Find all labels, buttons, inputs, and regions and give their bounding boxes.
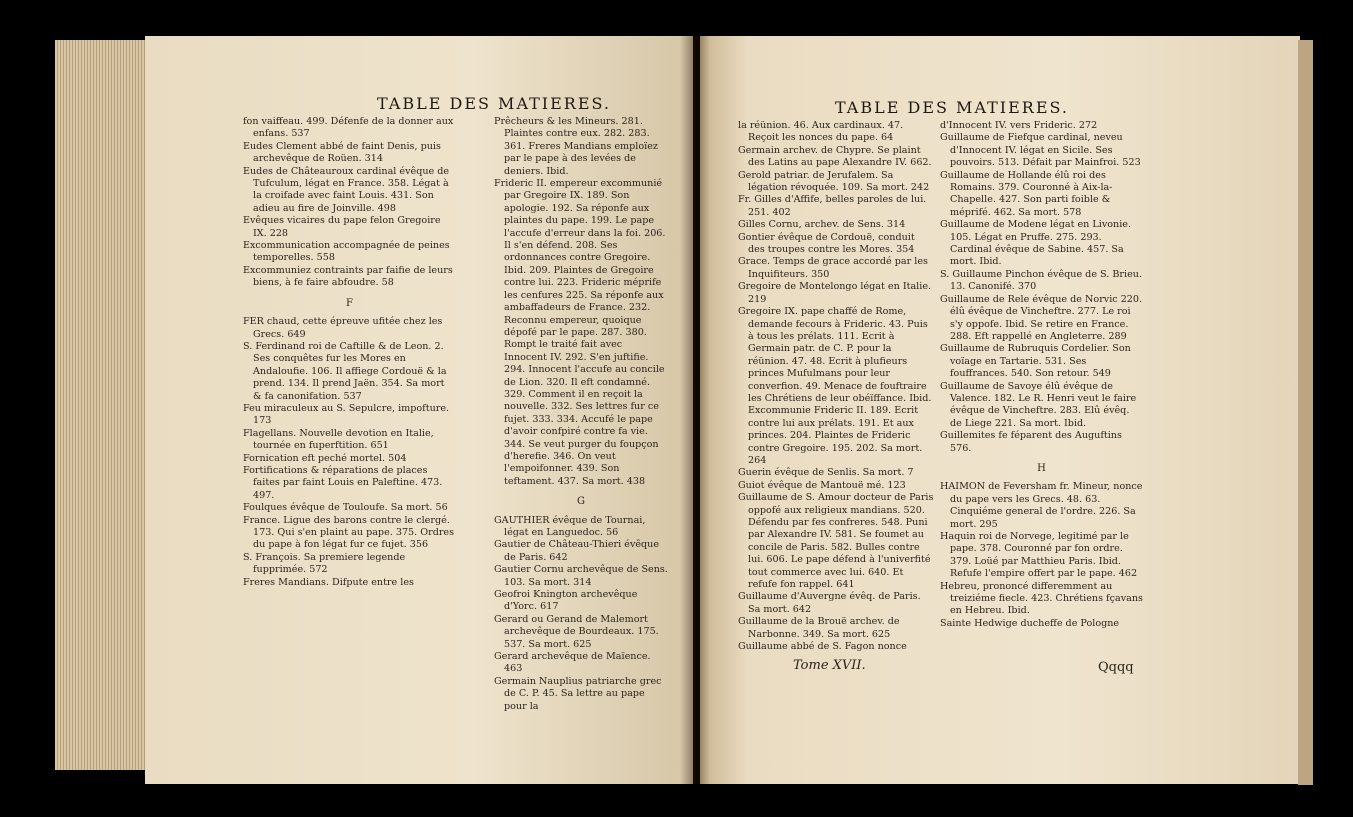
index-entry: Sainte Hedwige ducheffe de Pologne — [940, 617, 1120, 629]
index-entry: Fortifications & réparations de places faites par faint Louis en Paleftine. 473. 497. — [243, 464, 443, 501]
index-entry: Guillaume de Rele évêque de Norvic 220. élû évêque de Vincheftre. 277. Le roi s'y oppofe. Ibid. Se retire en France. 288. Eft rappellé en Angleterre. 289 — [940, 293, 1143, 342]
index-entry: Freres Mandians. Difpute entre les — [243, 576, 414, 588]
index-entry: Germain archev. de Chypre. Se plaint des Latins au pape Alexandre IV. 662. — [738, 144, 932, 169]
index-entry: Flagellans. Nouvelle devotion en Italie, tournée en fuperftition. 651 — [243, 427, 434, 452]
index-entry: Fr. Gilles d'Affife, belles paroles de lui. 251. 402 — [738, 194, 927, 218]
index-entry: Guillaume de Hollande élû roi des Romains. 379. Couronné à Aix-la-Chapelle. 427. Son parti foible & méprifé. 462. Sa mort. 578 — [940, 169, 1113, 218]
index-entry: Grace. Temps de grace accordé par les Inquifiteurs. 350 — [738, 256, 928, 280]
left-running-head: TABLE DES MATIERES. — [377, 94, 611, 113]
left-column-2 — [494, 116, 668, 713]
section-letter: H — [1037, 462, 1046, 474]
index-entry: Germain Nauplius patriarche grec de C. P. 45. Sa lettre au pape pour la — [494, 675, 662, 712]
index-entry: Evêques vicaires du pape felon Gregoire IX. 228 — [243, 215, 441, 239]
index-entry: Guillaume de Savoye élû évêque de Valence. 182. Le R. Henri veut le faire évêque de Vincheftre. 283. Elû évêq. de Liege 221. Sa mort. Ibid. — [940, 380, 1137, 429]
index-entry: France. Ligue des barons contre le clergé. 173. Qui s'en plaint au pape. 375. Ordres du pape à fon légat fur ce fujet. 356 — [243, 514, 455, 551]
index-entry: Gerard archevêque de Maïence. 463 — [494, 651, 651, 675]
index-entry: S. Guillaume Pinchon évêque de S. Brieu. 13. Canonifé. 370 — [940, 268, 1142, 293]
index-entry: Excommuniez contraints par faifie de leurs biens, à fe faire abfoudre. 58 — [243, 264, 453, 289]
index-entry: la réünion. 46. Aux cardinaux. 47. Reçoit les nonces du pape. 64 — [738, 120, 904, 144]
left-book-edge — [55, 40, 150, 770]
index-entry: Haquin roi de Norvege, legitimé par le pape. 378. Couronné par fon ordre. 379. Loüé par Matthieu Paris. Ibid. Refufe l'empire offert par le pape. 462 — [940, 531, 1138, 580]
book-gutter — [680, 36, 710, 784]
index-entry: Gautier Cornu archevêque de Sens. 103. Sa mort. 314 — [494, 564, 668, 588]
index-entry: Fornication eft peché mortel. 504 — [243, 452, 407, 464]
index-entry: Prêcheurs & les Mineurs. 281. Plaintes contre eux. 282. 283. 361. Freres Mandians emploïez par le pape à des levées de deniers. Ibid. — [494, 116, 658, 177]
index-entry: Frideric II. empereur excommunié par Gregoire IX. 189. Son apologie. 192. Sa réponfe aux plaintes du pape. 199. Le pape l'accufe d'erreur dans la foi. 206. Il s'en défend. 208. Ses ordonnances contre Gregoire. Ibid. 209. Plaintes de Gregoire contre lui. 223. Frideric méprife les cenfures 225. Sa réponfe aux ambaffadeurs de France. 232. Reconnu empereur, quoique dépofé par le pape. 287. 380. Rompt le traité fait avec Innocent IV. 292. S'en juftifie. 294. Innocent l'accufe au concile de Lion. 320. Il eft condamné. 329. Comment il en reçoit la nouvelle. 332. Ses lettres fur ce fujet. 333. 334. Accufé le pape d'avoir confpiré contre fa vie. 344. Se veut purger du foupçon d'herefie. 346. On veut l'empoifonner. 439. Son teftament. 437. Sa mort. 438 — [494, 178, 666, 487]
index-entry: Hebreu, prononcé differemment au treiziéme fiecle. 423. Chrétiens fçavans en Hebreu. Ibid. — [940, 580, 1143, 617]
index-entry: Eudes de Châteauroux cardinal évêque de Tufculum, légat en France. 358. Légat à la croifade avec faint Louis. 431. Son adieu au fire de Joinville. 498 — [243, 165, 450, 214]
index-entry: Guillaume de Rubruquis Cordelier. Son voïage en Tartarie. 531. Ses fouffrances. 540. Son retour. 549 — [940, 343, 1131, 380]
index-entry: Guillaume de la Brouë archev. de Narbonne. 349. Sa mort. 625 — [738, 616, 900, 640]
signature-mark: Qqqq — [1098, 660, 1134, 675]
index-entry: Guillaume de Modene légat en Livonie. 105. Légat en Pruffe. 275. 293. Cardinal évêque de Sabine. 457. Sa mort. Ibid. — [940, 219, 1131, 268]
right-column-2 — [940, 120, 1143, 630]
index-entry: Guiot évêque de Mantouë mé. 123 — [738, 479, 906, 491]
index-entry: Gerard ou Gerand de Malemort archevêque de Bourdeaux. 175. 537. Sa mort. 625 — [494, 613, 659, 650]
index-entry: Eudes Clement abbé de faint Denis, puis archevêque de Roüen. 314 — [243, 140, 441, 165]
index-entry: Gautier de Château-Thieri évêque de Paris. 642 — [494, 539, 660, 563]
right-running-head: TABLE DES MATIERES. — [835, 98, 1069, 117]
section-letter: G — [577, 496, 585, 508]
tome-label: Tome XVII. — [793, 658, 866, 673]
index-entry: Guillemites fe féparent des Auguftins 576. — [940, 430, 1122, 454]
index-entry: Feu miraculeux au S. Sepulcre, impofture. 173 — [243, 402, 450, 427]
index-entry: S. Ferdinand roi de Caftille & de Leon. 2. Ses conquêtes fur les Mores en Andaloufie. 106. Il affiege Cordouë & la prend. 134. Il prend Jaën. 354. Sa mort & fa canonifation. 537 — [243, 340, 447, 402]
right-column-1 — [738, 120, 934, 653]
index-entry: Gilles Cornu, archev. de Sens. 314 — [738, 219, 906, 231]
index-entry: Gerold patriar. de Jerufalem. Sa légation révoquée. 109. Sa mort. 242 — [738, 169, 930, 194]
index-entry: Foulques évêque de Touloufe. Sa mort. 56 — [243, 502, 448, 514]
index-entry: Guillaume abbé de S. Fagon nonce — [738, 641, 907, 653]
index-entry: Gregoire IX. pape chaffé de Rome, demande fecours à Frideric. 43. Puis à tous les prélats. 111. Ecrit à Germain patr. de C. P. pour la réünion. 47. 48. Ecrit à plufieurs princes Mufulmans pour leur converfion. 49. Menace de fouftraire les Chrétiens de leur obéïffance. Ibid. Excommunie Frideric II. 189. Ecrit contre lui aux prélats. 191. Et aux princes. 204. Plaintes de Frideric contre Gregoire. 195. 202. Sa mort. 264 — [738, 306, 932, 466]
left-column-1 — [243, 116, 456, 589]
index-entry: Gontier évêque de Cordouë, conduit des troupes contre les Mores. 354 — [738, 231, 915, 256]
index-entry: Guillaume de S. Amour docteur de Paris oppofé aux religieux mandians. 520. Défendu par fes confreres. 548. Puni par Alexandre IV. 581. Se foumet au concile de Paris. 582. Bulles contre lui. 606. Le pape défend à l'univerfité tout commerce avec lui. 640. Et refufe fon rappel. 641 — [738, 492, 934, 591]
index-entry: Guerin évêque de Senlis. Sa mort. 7 — [738, 467, 914, 479]
index-entry: GAUTHIER évêque de Tournai, légat en Languedoc. 56 — [494, 514, 646, 538]
index-entry: Guillaume de Fiefque cardinal, neveu d'Innocent IV. légat en Sicile. Ses pouvoirs. 513. Défait par Mainfroi. 523 — [940, 132, 1141, 169]
index-entry: Excommunication accompagnée de peines temporelles. 558 — [243, 240, 450, 264]
section-letter: F — [346, 297, 353, 309]
index-entry: d'Innocent IV. vers Frideric. 272 — [940, 120, 1098, 131]
index-entry: fon vaiffeau. 499. Défenfe de la donner aux enfans. 537 — [243, 116, 454, 140]
index-entry: S. François. Sa premiere legende fupprimée. 572 — [243, 551, 406, 576]
index-entry: HAIMON de Feversham fr. Mineur, nonce du pape vers les Grecs. 48. 63. Cinquiéme general de l'ordre. 226. Sa mort. 295 — [940, 481, 1143, 530]
right-book-edge — [1298, 40, 1313, 785]
index-entry: Gregoire de Montelongo légat en Italie. 219 — [738, 281, 932, 305]
index-entry: Geofroi Knington archevêque d'Yorc. 617 — [494, 589, 638, 613]
index-entry: FER chaud, cette épreuve ufitée chez les Grecs. 649 — [243, 316, 443, 340]
index-entry: Guillaume d'Auvergne évêq. de Paris. Sa mort. 642 — [738, 591, 921, 615]
